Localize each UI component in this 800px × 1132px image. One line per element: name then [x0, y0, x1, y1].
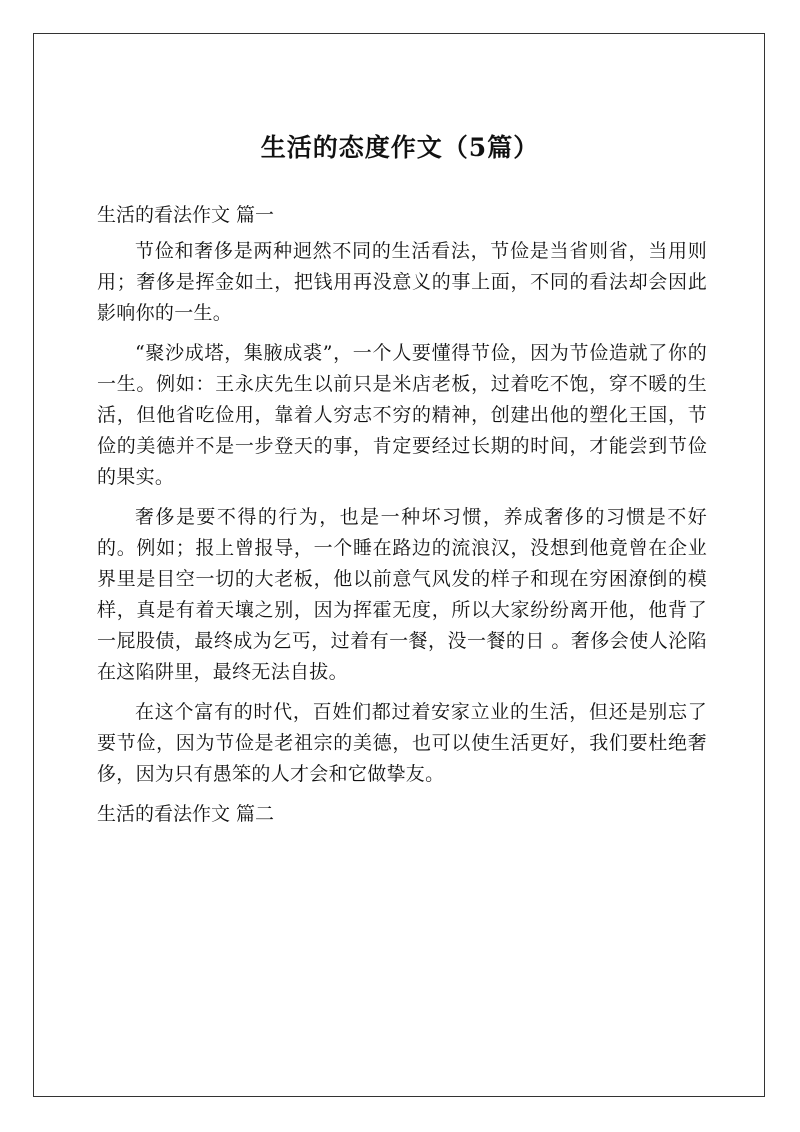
section-heading-1: 生活的看法作文 篇一	[97, 204, 275, 226]
paragraph-2: “聚沙成塔，集腋成裘”，一个人要懂得节俭，因为节俭造就了你的一生。例如：王永庆先生以前只是米店老板，过着吃不饱，穿不暖的生活，但他省吃俭用，靠着人穷志不穷的精神，创建出他的塑化王国，节俭的美德并不是一步登天的事，肯定要经过长期的时间，才能尝到节俭的果实。	[97, 342, 707, 488]
paragraph-4: 在这个富有的时代，百姓们都过着安家立业的生活，但还是别忘了要节俭，因为节俭是老祖宗的美德，也可以使生活更好，我们要杜绝奢侈，因为只有愚笨的人才会和它做挚友。	[97, 701, 707, 785]
paragraph-3: 奢侈是要不得的行为，也是一种坏习惯，养成奢侈的习惯是不好的。例如；报上曾报导，一个睡在路边的流浪汉，没想到他竟曾在企业界里是目空一切的大老板，他以前意气风发的样子和现在穷困潦倒的模样，真是有着天壤之别，因为挥霍无度，所以大家纷纷离开他，他背了一屁股债，最终成为乞丐，过着有一餐，没一餐的日 。奢侈会使人沦陷在这陷阱里，最终无法自拔。	[97, 506, 707, 683]
section-heading-2: 生活的看法作文 篇二	[97, 803, 275, 825]
document-title: 生活的态度作文（5篇）	[260, 133, 540, 162]
document-body	[97, 200, 707, 830]
paragraph-1: 节俭和奢侈是两种迥然不同的生活看法，节俭是当省则省，当用则用；奢侈是挥金如土，把钱用再没意义的事上面，不同的看法却会因此影响你的一生。	[97, 240, 707, 324]
